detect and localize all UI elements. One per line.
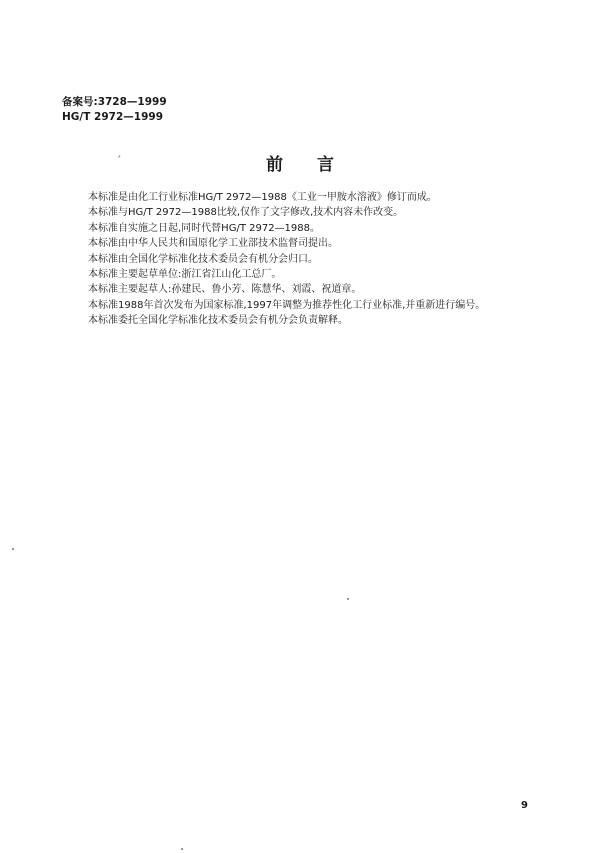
paragraph: 本标准自实施之日起,同时代替HG/T 2972—1988。 xyxy=(88,222,321,234)
paragraph: 本标准由中华人民共和国原化学工业部技术监督司提出。 xyxy=(88,238,338,250)
standard-code: HG/T 2972—1999 xyxy=(62,111,164,123)
paragraph: 本标准主要起草单位:浙江省江山化工总厂。 xyxy=(88,269,282,281)
scan-speck xyxy=(181,848,183,850)
paragraph: 本标准1988年首次发布为国家标准,1997年调整为推荐性化工行业标准,并重新进行编号。 xyxy=(88,299,486,311)
scan-speck xyxy=(12,548,14,550)
paragraph: 本标准与HG/T 2972—1988比较,仅作了文字修改,技术内容未作改变。 xyxy=(88,207,404,219)
paragraph: 本标准委托全国化学标准化技术委员会有机分会负责解释。 xyxy=(88,315,348,327)
foreword-body xyxy=(88,190,558,329)
paragraph: 本标准由全国化学标准化技术委员会有机分会归口。 xyxy=(88,253,318,265)
page-number: 9 xyxy=(521,800,528,811)
paragraph: 本标准主要起草人:孙建民、鲁小芳、陈慧华、刘霞、祝道章。 xyxy=(88,284,362,296)
scan-mark: ˊ xyxy=(116,154,122,167)
paragraph: 本标准是由化工行业标准HG/T 2972—1988《工业一甲胺水溶液》修订而成。 xyxy=(88,192,437,203)
section-title: 前言 xyxy=(266,155,368,175)
document-header xyxy=(62,95,167,125)
scan-speck xyxy=(347,598,349,600)
filing-number: 备案号:3728—1999 xyxy=(62,96,167,108)
